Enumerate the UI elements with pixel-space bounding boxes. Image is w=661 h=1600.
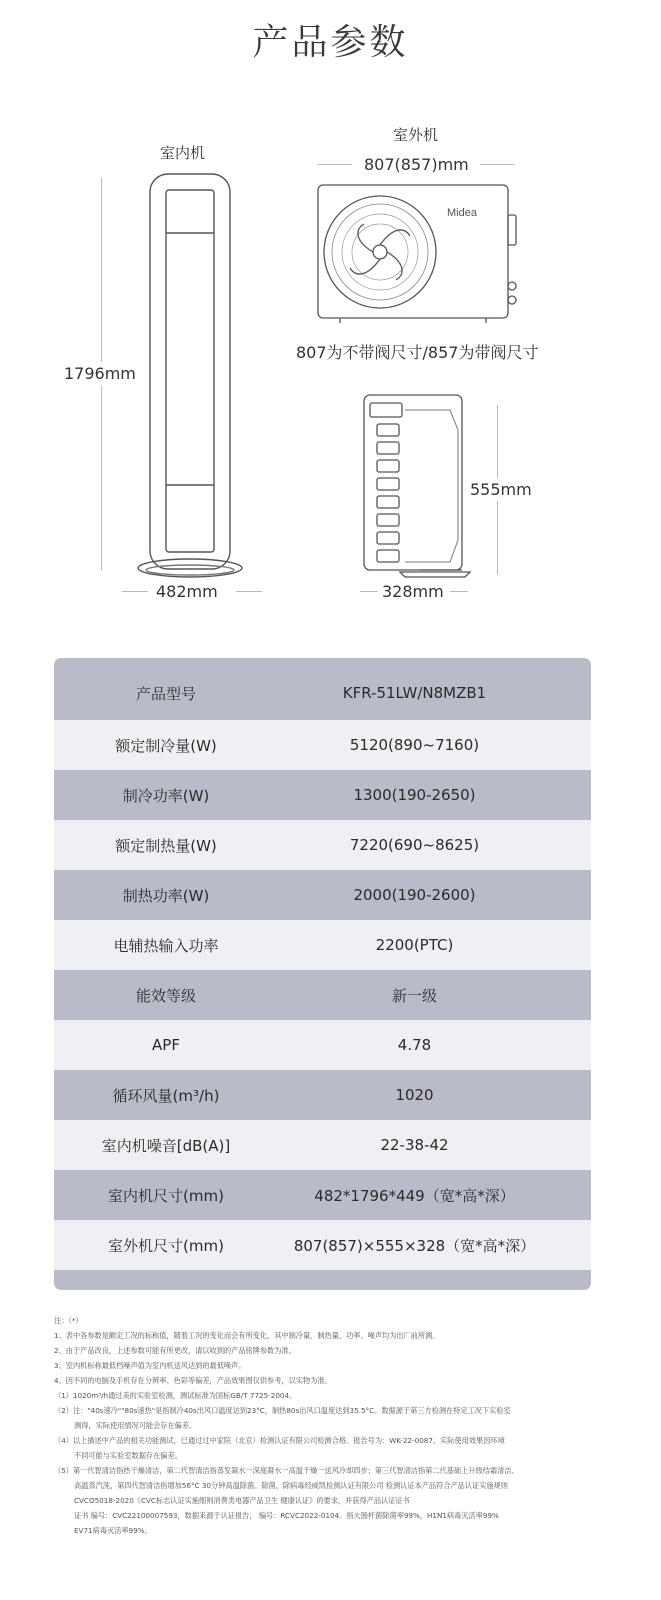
outdoor-height-dimension: 555mm	[470, 480, 532, 499]
outdoor-depth-line-left	[360, 591, 378, 592]
spec-value: 2200(PTC)	[375, 936, 454, 954]
spec-row	[54, 870, 591, 920]
note-line: 2、由于产品改良，上述参数可能有所更改，请以收到的产品铭牌参数为准。	[54, 1346, 296, 1355]
note-line: 高温蒸汽洗，第四代智清洁指增加56°C 30分钟高温除菌。除菌，除病毒经威凯检测认证有限公司 检测认证本产品符合产品认证实施规则	[74, 1481, 508, 1490]
outdoor-depth-line-right	[450, 591, 468, 592]
note-line: （4）以上描述中产品的相关功能测试，已通过过中家院（北京）检测认证有限公司检测合格。报告号为：WK-22-0087。实际使用效果因环境	[54, 1436, 505, 1445]
spec-row	[54, 1020, 591, 1070]
spec-value: 新一级	[391, 986, 437, 1005]
note-line: 1、表中各参数是额定工况的标称值，随着工况的变化而会有所变化，其中制冷量、制热量、功率、噪声均为出厂前所测。	[54, 1331, 440, 1340]
spec-value: 5120(890~7160)	[349, 736, 480, 754]
note-line: 测得，实际使用情况可能会存在偏差。	[74, 1421, 197, 1430]
note-line: （2）注："40s速冷""80s速热"是指制冷40s出风口温度达到23°C，制热80s出风口温度达到35.5°C。数据源于第三方检测在特定工况下实验室	[54, 1406, 511, 1415]
indoor-height-dimension: 1796mm	[64, 364, 136, 383]
outdoor-unit-label: 室外机	[393, 126, 439, 144]
outdoor-width-dimension: 807(857)mm	[364, 155, 469, 174]
note-line: 3、室内机标称最低档噪声值为室内机送风达到的最低噪声。	[54, 1361, 246, 1370]
note-line: 证书 编号：CVC22100007593，数据来源于认证报告， 编号：RCVC2022-0104。指大肠杆菌除菌率99%，H1N1病毒灭活率99%	[74, 1511, 499, 1520]
spec-key: 循环风量(m³/h)	[112, 1086, 220, 1105]
spec-value: 2000(190-2600)	[353, 886, 476, 904]
spec-table	[54, 658, 591, 1290]
spec-value: 22-38-42	[380, 1136, 449, 1154]
spec-key: APF	[152, 1036, 180, 1054]
spec-key: 产品型号	[135, 684, 196, 703]
spec-key: 室内机噪音[dB(A)]	[101, 1136, 231, 1155]
outdoor-size-note: 807为不带阀尺寸/857为带阀尺寸	[296, 343, 539, 362]
note-line: 4、因不同的电脑及手机存在分辨率、色彩等偏差，产品效果图仅供参考，以实物为准。	[54, 1376, 332, 1385]
spec-key: 额定制热量(W)	[115, 836, 217, 855]
note-line: （1）1020m³/h通过美的实验室检测，测试标准为国标GB/T 7725-2004。	[54, 1391, 297, 1400]
note-line: 注：（*）	[54, 1316, 83, 1325]
brand-logo-text: Midea	[447, 207, 477, 219]
page-title: 产品参数	[252, 22, 409, 63]
spec-value: 7220(690~8625)	[349, 836, 480, 854]
spec-row	[54, 1170, 591, 1220]
spec-value: KFR-51LW/N8MZB1	[342, 684, 487, 702]
note-line: EV71病毒灭活率99%。	[74, 1526, 152, 1535]
spec-key: 室内机尺寸(mm)	[108, 1186, 224, 1205]
spec-value: 482*1796*449（宽*高*深）	[314, 1186, 515, 1205]
spec-key: 制冷功率(W)	[122, 786, 210, 805]
indoor-unit-label: 室内机	[160, 144, 206, 162]
spec-key: 额定制冷量(W)	[115, 736, 217, 755]
spec-row	[54, 970, 591, 1020]
spec-key: 室外机尺寸(mm)	[108, 1236, 224, 1255]
spec-key: 电辅热输入功率	[113, 936, 219, 955]
outdoor-depth-dimension: 328mm	[382, 582, 444, 601]
spec-row	[54, 1220, 591, 1270]
spec-row	[54, 820, 591, 870]
spec-key: 制热功率(W)	[122, 886, 210, 905]
spec-row	[54, 920, 591, 970]
footnotes	[54, 1313, 614, 1538]
spec-value: 1020	[395, 1086, 434, 1104]
spec-row	[54, 720, 591, 770]
note-line: 不同可能与实验室数据存在偏差。	[74, 1451, 182, 1460]
note-line: （5）第一代智清洁指热干燥清洁，第二代智清洁指蒸发凝水一深度凝水一高温干燥一送风冷却四步；第三代智清洁指第二代基础上升级结霜清洁、	[54, 1466, 519, 1475]
spec-row	[54, 1120, 591, 1170]
spec-value: 4.78	[397, 1036, 432, 1054]
spec-row	[54, 770, 591, 820]
note-line: CVCO5018-2020《CVC标志认证实施细则消费类电器产品卫生 健康认证》的要求，并获得产品认证证书	[74, 1496, 410, 1505]
spec-value: 807(857)×555×328（宽*高*深）	[293, 1236, 536, 1255]
spec-row	[54, 1070, 591, 1120]
outdoor-unit-side-drawing	[0, 0, 661, 600]
indoor-width-dimension: 482mm	[156, 582, 218, 601]
spec-value: 1300(190-2650)	[353, 786, 476, 804]
spec-key: 能效等级	[135, 986, 196, 1005]
spec-table-header	[54, 658, 591, 720]
